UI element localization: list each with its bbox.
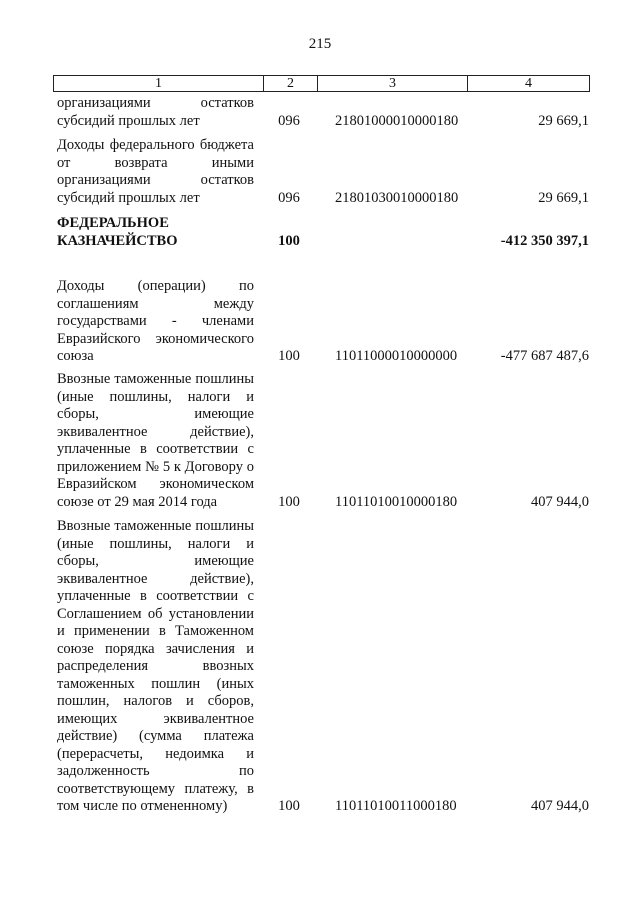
row-amount: -477 687 487,6 bbox=[500, 348, 589, 364]
row-amount: -412 350 397,1 bbox=[500, 232, 589, 249]
row-code: 096 bbox=[278, 189, 300, 206]
row-code: 100 bbox=[278, 798, 300, 814]
row-code: 100 bbox=[278, 348, 300, 364]
row-code: 100 bbox=[278, 493, 300, 510]
row-name: Ввозные таможенные пошлины (иные пошлины, налоги и сборы, имеющие эквивалентное действие), уплаченные в соответствии с Соглашением об установлении и применении в Таможенном союзе порядка зачисления и распределения ввозных таможенных пошлин (иных пошлин, налогов и сборов, имеющих эквивалентное действие) (сумма платежа (перерасчеты, недоимка и задолженность по соответствующему платежу, в том числе по отмененному) bbox=[57, 518, 254, 814]
row-code: 100 bbox=[278, 232, 300, 249]
row-amount: 29 669,1 bbox=[538, 189, 589, 206]
page-number: 215 bbox=[308, 36, 332, 52]
row-kbk: 11011000010000000 bbox=[335, 348, 458, 364]
row-amount: 29 669,1 bbox=[538, 112, 589, 129]
row-amount: 407 944,0 bbox=[531, 798, 589, 814]
row-code: 096 bbox=[278, 112, 300, 129]
header-col-3: 3 bbox=[318, 76, 468, 91]
row-kbk: 21801030010000180 bbox=[335, 189, 459, 206]
row-name: Доходы федерального бюджета от возврата иными организациями остатков субсидий прошлых лет bbox=[57, 137, 254, 206]
row-name: ФЕДЕРАЛЬНОЕ КАЗНАЧЕЙСТВО bbox=[57, 215, 178, 249]
row-name: Ввозные таможенные пошлины (иные пошлины, налоги и сборы, имеющие эквивалентное действие), уплаченные в соответствии с приложением № 5 к Договору о Евразийском экономическом союзе от 29 мая 2014 года bbox=[57, 371, 254, 510]
header-col-1: 1 bbox=[54, 76, 264, 91]
header-col-4: 4 bbox=[525, 76, 532, 91]
row-amount: 407 944,0 bbox=[531, 493, 589, 510]
header-col-2: 2 bbox=[264, 76, 318, 91]
row-name: организациями остатков субсидий прошлых лет bbox=[57, 95, 254, 129]
row-kbk: 11011010011000180 bbox=[335, 798, 457, 814]
row-kbk: 21801000010000180 bbox=[335, 112, 459, 129]
table-header bbox=[53, 75, 590, 92]
row-kbk: 11011010010000180 bbox=[335, 493, 458, 510]
row-name: Доходы (операции) по соглашениям между государствами - членами Евразийского экономического союза bbox=[57, 278, 254, 364]
